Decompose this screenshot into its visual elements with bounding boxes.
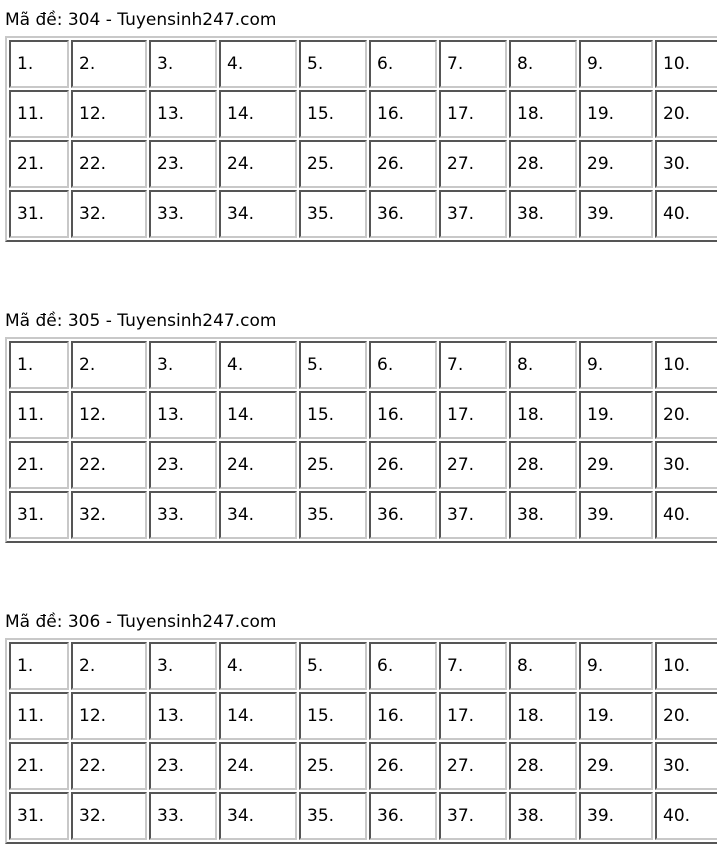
answer-cell: 18.: [509, 391, 577, 439]
answer-cell: 32.: [71, 491, 147, 539]
answer-cell: 36.: [369, 190, 437, 238]
answer-cell: 31.: [9, 491, 69, 539]
answer-cell: 17.: [439, 692, 507, 740]
answer-cell: 40.: [655, 190, 717, 238]
answer-cell: 15.: [299, 90, 367, 138]
answer-row: [9, 90, 717, 138]
answer-cell: 3.: [149, 40, 217, 88]
answer-cell: 5.: [299, 642, 367, 690]
answer-cell: 30.: [655, 441, 717, 489]
answer-cell: 20.: [655, 391, 717, 439]
answer-cell: 13.: [149, 90, 217, 138]
answer-cell: 35.: [299, 491, 367, 539]
answer-cell: 11.: [9, 90, 69, 138]
answer-cell: 26.: [369, 742, 437, 790]
answer-cell: 31.: [9, 792, 69, 840]
answer-cell: 23.: [149, 742, 217, 790]
answer-cell: 29.: [579, 441, 653, 489]
answer-cell: 27.: [439, 742, 507, 790]
answer-cell: 12.: [71, 391, 147, 439]
answer-cell: 37.: [439, 190, 507, 238]
answer-cell: 33.: [149, 491, 217, 539]
answer-row: [9, 190, 717, 238]
answer-cell: 24.: [219, 140, 297, 188]
answer-cell: 1.: [9, 341, 69, 389]
answer-cell: 5.: [299, 341, 367, 389]
answer-cell: 2.: [71, 642, 147, 690]
answer-cell: 22.: [71, 742, 147, 790]
exam-code-title: Mã đề: 304 - Tuyensinh247.com: [5, 10, 277, 30]
answer-cell: 36.: [369, 491, 437, 539]
answer-cell: 36.: [369, 792, 437, 840]
answer-cell: 12.: [71, 692, 147, 740]
answer-cell: 16.: [369, 391, 437, 439]
answer-row: [9, 792, 717, 840]
answer-cell: 19.: [579, 90, 653, 138]
answer-cell: 38.: [509, 190, 577, 238]
answer-cell: 22.: [71, 140, 147, 188]
answer-cell: 29.: [579, 140, 653, 188]
answer-cell: 10.: [655, 341, 717, 389]
answer-cell: 14.: [219, 391, 297, 439]
answer-cell: 40.: [655, 491, 717, 539]
answer-cell: 19.: [579, 692, 653, 740]
answer-cell: 29.: [579, 742, 653, 790]
answer-cell: 11.: [9, 391, 69, 439]
answer-cell: 18.: [509, 90, 577, 138]
exam-code-title: Mã đề: 306 - Tuyensinh247.com: [5, 612, 277, 632]
answer-cell: 15.: [299, 391, 367, 439]
answer-cell: 3.: [149, 642, 217, 690]
answer-cell: 24.: [219, 441, 297, 489]
answer-row: [9, 140, 717, 188]
answer-cell: 8.: [509, 341, 577, 389]
answer-row: [9, 391, 717, 439]
answer-cell: 25.: [299, 742, 367, 790]
answer-cell: 35.: [299, 190, 367, 238]
answer-cell: 11.: [9, 692, 69, 740]
answer-table: [5, 337, 717, 543]
answer-cell: 14.: [219, 90, 297, 138]
answer-cell: 5.: [299, 40, 367, 88]
answer-table: [5, 638, 717, 844]
answer-cell: 1.: [9, 642, 69, 690]
answer-cell: 6.: [369, 40, 437, 88]
answer-cell: 14.: [219, 692, 297, 740]
answer-block-1: [5, 10, 710, 242]
answer-cell: 16.: [369, 692, 437, 740]
answer-cell: 6.: [369, 642, 437, 690]
answer-cell: 38.: [509, 491, 577, 539]
exam-code-title: Mã đề: 305 - Tuyensinh247.com: [5, 311, 277, 331]
answer-cell: 32.: [71, 190, 147, 238]
answer-cell: 34.: [219, 792, 297, 840]
answer-cell: 33.: [149, 792, 217, 840]
answer-cell: 21.: [9, 742, 69, 790]
answer-cell: 34.: [219, 190, 297, 238]
answer-cell: 26.: [369, 140, 437, 188]
answer-cell: 20.: [655, 692, 717, 740]
answer-cell: 22.: [71, 441, 147, 489]
answer-cell: 23.: [149, 140, 217, 188]
answer-cell: 34.: [219, 491, 297, 539]
answer-cell: 4.: [219, 341, 297, 389]
answer-cell: 19.: [579, 391, 653, 439]
answer-cell: 17.: [439, 391, 507, 439]
answer-row: [9, 692, 717, 740]
answer-cell: 39.: [579, 190, 653, 238]
answer-cell: 12.: [71, 90, 147, 138]
answer-cell: 40.: [655, 792, 717, 840]
answer-row: [9, 742, 717, 790]
answer-cell: 28.: [509, 441, 577, 489]
answer-cell: 13.: [149, 692, 217, 740]
answer-cell: 28.: [509, 742, 577, 790]
answer-cell: 37.: [439, 792, 507, 840]
answer-cell: 33.: [149, 190, 217, 238]
answer-cell: 21.: [9, 441, 69, 489]
answer-cell: 4.: [219, 40, 297, 88]
answer-cell: 21.: [9, 140, 69, 188]
answer-cell: 23.: [149, 441, 217, 489]
answer-cell: 10.: [655, 40, 717, 88]
answer-row: [9, 40, 717, 88]
answer-cell: 6.: [369, 341, 437, 389]
answer-row: [9, 441, 717, 489]
answer-cell: 2.: [71, 341, 147, 389]
answer-cell: 1.: [9, 40, 69, 88]
answer-row: [9, 341, 717, 389]
answer-cell: 35.: [299, 792, 367, 840]
answer-cell: 2.: [71, 40, 147, 88]
answer-cell: 10.: [655, 642, 717, 690]
answer-cell: 37.: [439, 491, 507, 539]
answer-cell: 27.: [439, 140, 507, 188]
answer-cell: 9.: [579, 40, 653, 88]
answer-row: [9, 491, 717, 539]
answer-cell: 13.: [149, 391, 217, 439]
answer-cell: 16.: [369, 90, 437, 138]
answer-cell: 31.: [9, 190, 69, 238]
answer-cell: 7.: [439, 642, 507, 690]
answer-cell: 7.: [439, 341, 507, 389]
answer-cell: 8.: [509, 40, 577, 88]
answer-cell: 28.: [509, 140, 577, 188]
answer-cell: 7.: [439, 40, 507, 88]
answer-cell: 30.: [655, 140, 717, 188]
answer-block-3: [5, 612, 710, 844]
answer-table: [5, 36, 717, 242]
answer-cell: 39.: [579, 792, 653, 840]
answer-cell: 30.: [655, 742, 717, 790]
answer-cell: 25.: [299, 140, 367, 188]
answer-block-2: [5, 311, 710, 543]
answer-cell: 38.: [509, 792, 577, 840]
answer-cell: 4.: [219, 642, 297, 690]
answer-cell: 3.: [149, 341, 217, 389]
answer-cell: 20.: [655, 90, 717, 138]
answer-cell: 8.: [509, 642, 577, 690]
answer-cell: 26.: [369, 441, 437, 489]
answer-cell: 9.: [579, 642, 653, 690]
answer-cell: 32.: [71, 792, 147, 840]
answer-cell: 15.: [299, 692, 367, 740]
answer-cell: 24.: [219, 742, 297, 790]
answer-cell: 27.: [439, 441, 507, 489]
answer-cell: 25.: [299, 441, 367, 489]
answer-cell: 9.: [579, 341, 653, 389]
answer-row: [9, 642, 717, 690]
answer-cell: 17.: [439, 90, 507, 138]
answer-cell: 18.: [509, 692, 577, 740]
answer-cell: 39.: [579, 491, 653, 539]
